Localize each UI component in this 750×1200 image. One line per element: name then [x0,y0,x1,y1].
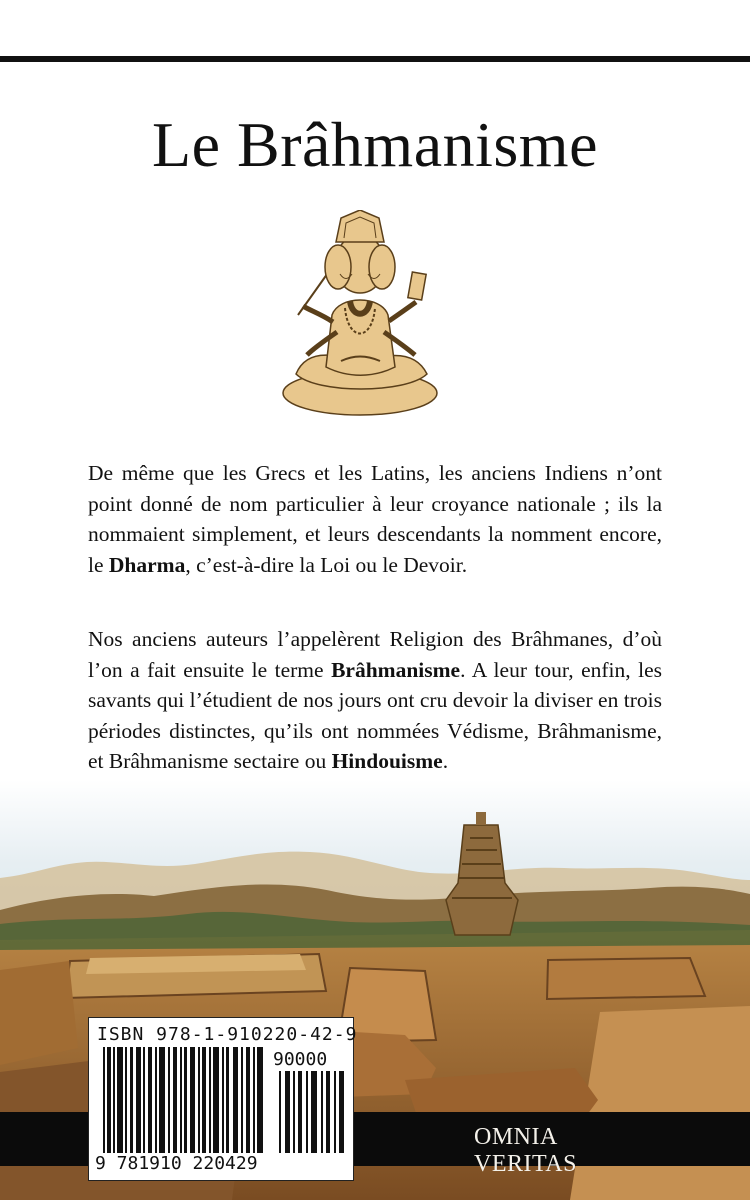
paragraph-2-bold-term-2: Hindouisme [331,749,443,774]
price-addon: 90000 [273,1049,328,1070]
brahma-illustration [276,210,446,422]
paragraph-2-bold-term-1: Brâhmanisme [331,657,461,682]
description-paragraph-1 [88,458,662,580]
isbn-number: ISBN 978-1-910220-42-9 [97,1024,358,1045]
book-title: Le Brâhmanisme [152,109,598,180]
isbn-barcode [88,1017,358,1181]
paragraph-1-text: De même que les Grecs et les Latins, les anciens Indiens n’ont point donné de nom particulier à leur croyance nationale ; ils la nommaient simplement, et leurs descendants la nomment encore, le [88,461,662,577]
paragraph-1-text-end: , c’est-à-dire la Loi ou le Devoir. [185,552,468,577]
paragraph-2-text-end: . [442,749,449,774]
ean-number: 9 781910 220429 [95,1153,258,1174]
paragraph-2-text-middle: . A leur tour, enfin, les savants qui l’étudient de nos jours ont cru devoir la diviser en trois périodes distinctes, qu’ils ont nommées Védisme, Brâhmanisme, et Brâhmanisme sectaire ou [88,657,662,774]
paragraph-1-bold-term: Dharma [108,552,186,577]
top-rule [0,56,750,62]
paragraph-2-text: Nos anciens auteurs l’appelèrent Religion des Brâhmanes, d’où l’on a fait ensuite le terme [88,627,662,682]
publisher-logo: OMNIA VERITAS [474,1124,577,1177]
description-paragraph-2 [88,624,662,777]
